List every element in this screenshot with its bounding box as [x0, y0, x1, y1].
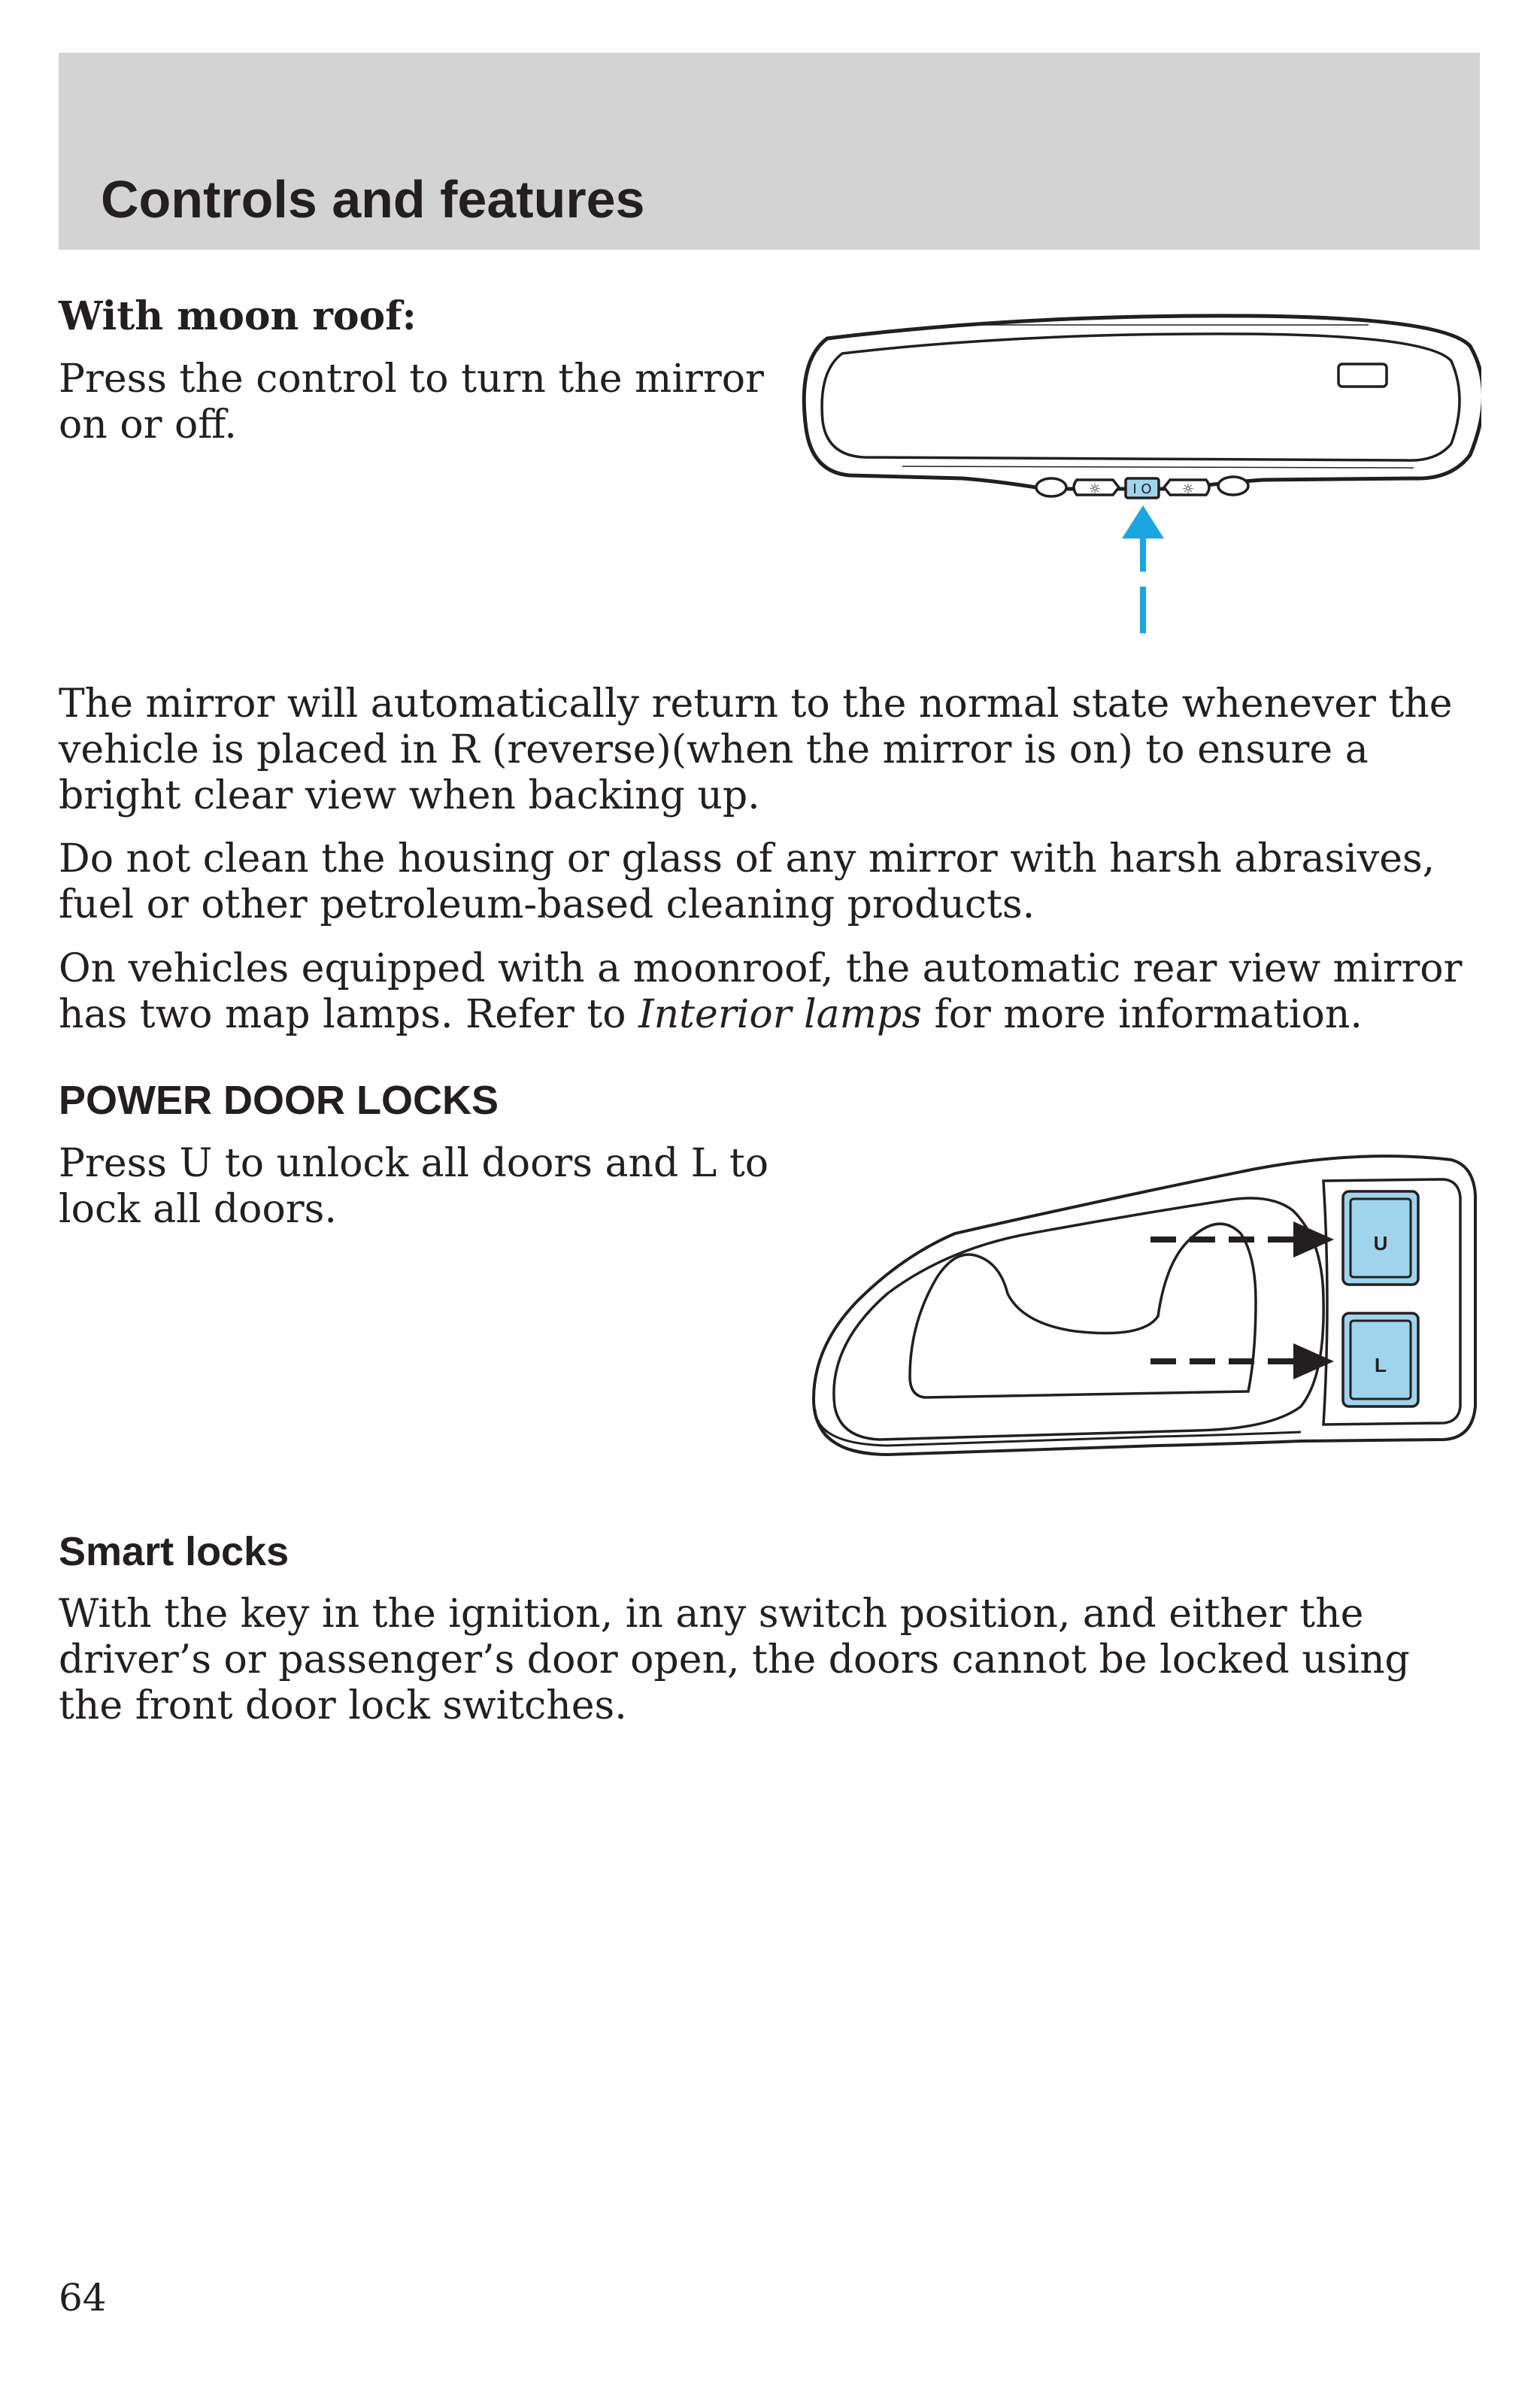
moonroof-text-after: for more information.	[921, 992, 1363, 1037]
interior-lamps-reference: Interior lamps	[638, 992, 922, 1037]
arrow-head	[1122, 505, 1164, 539]
map-lamp-button-right	[1218, 477, 1248, 495]
moonroof-paragraph	[59, 946, 1480, 1038]
lock-label: L	[1375, 1354, 1387, 1376]
power-door-locks-heading: POWER DOOR LOCKS	[59, 1078, 499, 1123]
moonroof-text-before: On vehicles equipped with a moonroof, the automatic rear view mirror has two map lamps. Refer to	[59, 946, 1463, 1037]
moon-roof-heading: With moon roof:	[59, 293, 417, 339]
cleaning-paragraph: Do not clean the housing or glass of any mirror with harsh abrasives, fuel or other petroleum-based cleaning products.	[59, 836, 1435, 927]
door-lock-switch-illustration	[805, 1151, 1481, 1467]
page-number: 64	[59, 2276, 107, 2320]
page-title: Controls and features	[101, 170, 645, 229]
moon-roof-instruction: Press the control to turn the mirror on or off.	[59, 357, 764, 448]
rear-view-mirror-illustration	[797, 308, 1481, 639]
smart-locks-heading: Smart locks	[59, 1529, 290, 1574]
smart-locks-text: With the key in the ignition, in any switch position, and either the driver’s or passenger’s door open, the doors cannot be locked using the front door lock switches.	[59, 1591, 1410, 1728]
header-band	[59, 53, 1480, 250]
power-symbol: I O	[1132, 481, 1152, 497]
lamp-icon-right: ☼	[1181, 481, 1195, 497]
light-sensor	[1338, 364, 1387, 387]
lamp-icon-left: ☼	[1088, 481, 1102, 497]
mirror-glass	[822, 334, 1460, 460]
power-door-locks-instruction: Press U to unlock all doors and L to lock all doors.	[59, 1141, 769, 1232]
unlock-label: U	[1373, 1232, 1388, 1255]
reverse-paragraph: The mirror will automatically return to the normal state whenever the vehicle is placed in R (reverse)(when the mirror is on) to ensure a bright clear view when backing up.	[59, 681, 1453, 818]
map-lamp-button-left	[1036, 478, 1066, 496]
